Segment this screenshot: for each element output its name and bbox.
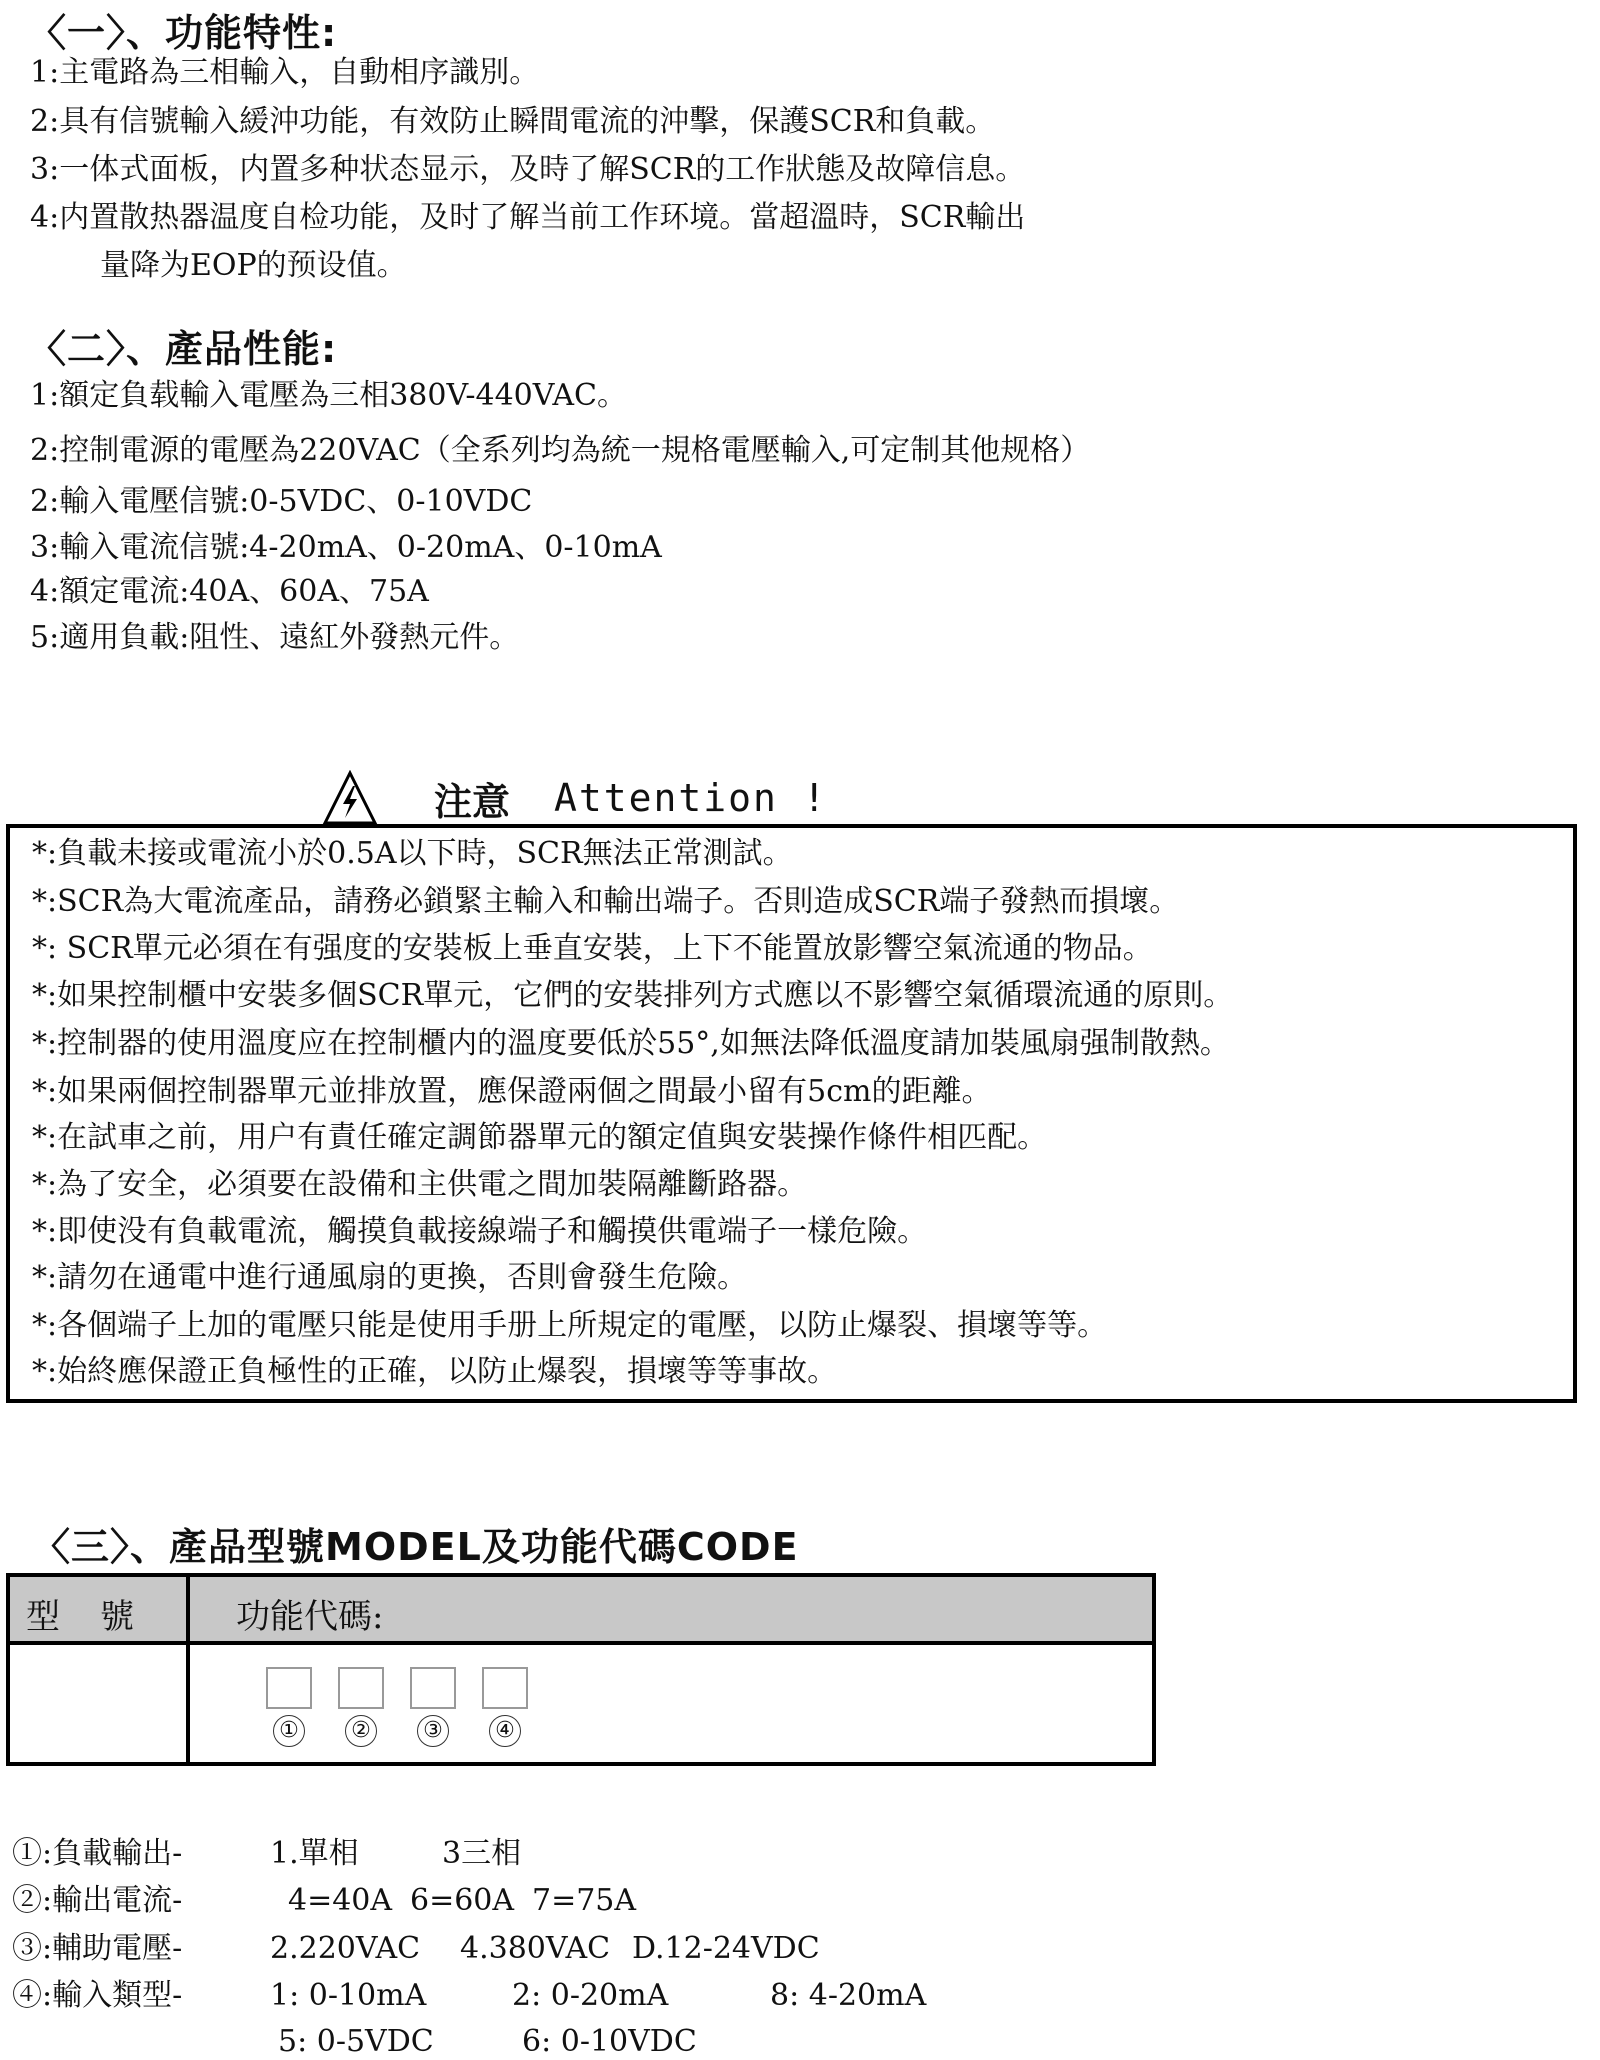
spec-line: 5:適用負載:阻性、遠紅外發熱元件。 (30, 620, 520, 655)
attention-item: *:負載未接或電流小於0.5A以下時，SCR無法正常測試。 (32, 836, 793, 871)
code-def-label: ①:負載輸出- (12, 1836, 183, 1871)
code-box-4 (482, 1667, 528, 1709)
code-option: D.12-24VDC (632, 1931, 820, 1966)
code-option: 3三相 (442, 1836, 522, 1871)
attention-item: *:各個端子上加的電壓只能是使用手册上所規定的電壓，以防止爆裂、損壞等等。 (32, 1308, 1108, 1343)
attention-item: *:如果控制櫃中安裝多個SCR單元，它們的安裝排列方式應以不影響空氣循環流通的原則。 (32, 978, 1234, 1013)
code-option: 2: 0-20mA (512, 1978, 669, 2013)
column-divider (186, 1577, 190, 1762)
section3-title: 〈三〉、產品型號MODEL及功能代碼CODE (32, 1525, 799, 1569)
code-box-3 (410, 1667, 456, 1709)
attention-item: *:如果兩個控制器單元並排放置，應保證兩個之間最小留有5cm的距離。 (32, 1074, 992, 1109)
attention-item: *:控制器的使用溫度应在控制櫃内的溫度要低於55°,如無法降低溫度請加裝風扇强制散熱。 (32, 1026, 1230, 1061)
feature-line: 3:一体式面板，内置多种状态显示，及時了解SCR的工作狀態及故障信息。 (30, 152, 1026, 187)
attention-box (6, 824, 1577, 1403)
code-def-label: ②:輸出電流- (12, 1883, 183, 1918)
table-header (10, 1577, 1152, 1645)
spec-line: 2:控制電源的電壓為220VAC（全系列均為統一規格電壓輸入,可定制其他规格） (30, 433, 1091, 468)
attention-item: *:為了安全，必須要在設備和主供電之間加裝隔離斷路器。 (32, 1167, 808, 1202)
code-position-1: ① (273, 1715, 305, 1747)
code-option: 4.380VAC (460, 1931, 611, 1966)
spec-line: 4:額定電流:40A、60A、75A (30, 574, 429, 609)
code-option: 1: 0-10mA (270, 1978, 427, 2013)
feature-line: 1:主電路為三相輸入，自動相序識別。 (30, 55, 540, 90)
code-option: 6=60A (410, 1883, 515, 1918)
warning-lightning-icon (322, 770, 378, 826)
column-code-header: 功能代碼: (236, 1597, 384, 1637)
section2-title: 〈二〉、產品性能: (28, 327, 338, 371)
column-model-header: 型號 (26, 1597, 174, 1637)
section1-title: 〈一〉、功能特性: (28, 11, 338, 55)
code-position-4: ④ (489, 1715, 521, 1747)
code-option: 6: 0-10VDC (522, 2024, 697, 2059)
code-position-3: ③ (417, 1715, 449, 1747)
feature-line: 2:具有信號輸入緩沖功能，有效防止瞬間電流的沖擊，保護SCR和負載。 (30, 104, 996, 139)
code-def-label: ④:輸入類型- (12, 1978, 183, 2013)
model-code-table (6, 1573, 1156, 1766)
attention-heading (322, 770, 828, 826)
attention-item: *:始終應保證正負極性的正確，以防止爆裂，損壞等等事故。 (32, 1354, 838, 1389)
spec-line: 1:額定負载輸入電壓為三相380V-440VAC。 (30, 378, 628, 413)
code-def-label: ③:輔助電壓- (12, 1931, 183, 1966)
attention-item: *:即使没有負載電流，觸摸負載接線端子和觸摸供電端子一樣危險。 (32, 1214, 928, 1249)
code-option: 2.220VAC (270, 1931, 421, 1966)
code-box-1 (266, 1667, 312, 1709)
code-option: 4=40A (288, 1883, 393, 1918)
attention-title-en: Attention ! (554, 776, 828, 820)
spec-line: 2:輸入電壓信號:0-5VDC、0-10VDC (30, 484, 533, 519)
spec-line: 3:輸入電流信號:4-20mA、0-20mA、0-10mA (30, 530, 662, 565)
code-option: 8: 4-20mA (770, 1978, 927, 2013)
attention-item: *: SCR單元必須在有强度的安裝板上垂直安裝，上下不能置放影響空氣流通的物品。 (32, 931, 1153, 966)
attention-item: *:SCR為大電流產品，請務必鎖緊主輸入和輸出端子。否則造成SCR端子發熱而損壞。 (32, 884, 1180, 919)
code-position-2: ② (345, 1715, 377, 1747)
attention-title-zh: 注意 (434, 779, 511, 824)
code-option: 1.單相 (270, 1836, 359, 1871)
feature-line: 4:内置散热器温度自检功能，及时了解当前工作环境。當超溫時，SCR輸出 (30, 200, 1026, 235)
feature-line: 量降为EOP的预设值。 (100, 248, 407, 283)
attention-item: *:在試車之前，用户有責任確定調節器單元的額定值與安裝操作條件相匹配。 (32, 1120, 1048, 1155)
code-option: 7=75A (532, 1883, 637, 1918)
code-box-2 (338, 1667, 384, 1709)
attention-item: *:請勿在通電中進行通風扇的更換，否則會發生危險。 (32, 1260, 748, 1295)
code-option: 5: 0-5VDC (278, 2024, 434, 2059)
